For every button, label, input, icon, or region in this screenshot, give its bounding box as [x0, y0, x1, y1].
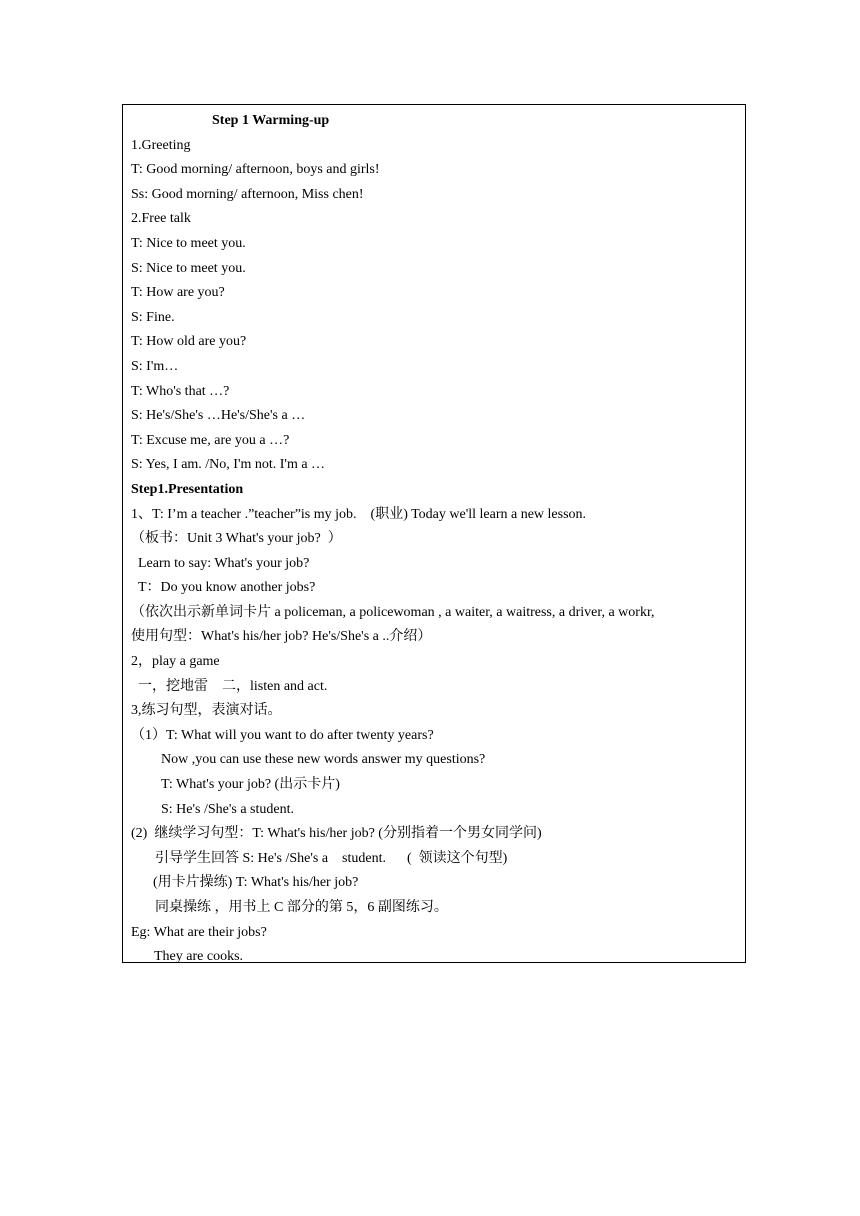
lesson-plan-table-cell: [122, 104, 746, 963]
text-line: Ss: Good morning/ afternoon, Miss chen!: [131, 186, 364, 202]
text-line: Eg: What are their jobs?: [131, 924, 267, 940]
text-line: 一，挖地雷 二，listen and act.: [138, 678, 328, 694]
text-line: Now ,you can use these new words answer my questions?: [161, 752, 486, 768]
text-line: S: He's /She's a student.: [161, 801, 294, 817]
text-line: 3,练习句型，表演对话。: [131, 703, 282, 719]
text-line: 引导学生回答 S: He's /She's a student. ( 领读这个句型): [155, 850, 508, 866]
step-warming-up-heading: Step 1 Warming-up: [212, 113, 330, 128]
text-line: （板书：Unit 3 What's your job? ）: [131, 531, 342, 547]
text-line: S: Fine.: [131, 309, 175, 325]
text-line: 2.Free talk: [131, 211, 191, 227]
text-line: S: I'm…: [131, 358, 179, 374]
text-line: （1）T: What will you want to do after twenty years?: [131, 727, 434, 743]
text-line: T：Do you know another jobs?: [138, 580, 316, 596]
text-line: Learn to say: What's your job?: [138, 555, 310, 571]
text-line: T: Nice to meet you.: [131, 235, 246, 251]
text-line: T: How are you?: [131, 285, 225, 301]
text-line: They are cooks.: [154, 949, 244, 965]
text-line: 1、T: I’m a teacher .”teacher”is my job. (职业) Today we'll learn a new lesson.: [131, 506, 587, 522]
text-line: T: Excuse me, are you a …?: [131, 432, 290, 448]
lesson-plan-text: [131, 109, 741, 970]
text-line: (2) 继续学习句型：T: What's his/her job? (分别指着一个男女同学问): [131, 826, 542, 842]
text-line: (用卡片操练) T: What's his/her job?: [153, 875, 359, 891]
text-line: S: Nice to meet you.: [131, 260, 246, 276]
text-line: 1.Greeting: [131, 137, 191, 153]
text-line: T: Good morning/ afternoon, boys and girls!: [131, 162, 380, 178]
text-line: （依次出示新单词卡片 a policeman, a policewoman , a waiter, a waitress, a driver, a workr,: [131, 604, 655, 620]
text-line: T: Who's that …?: [131, 383, 230, 399]
step-presentation-heading: Step1.Presentation: [131, 481, 244, 497]
text-line: S: Yes, I am. /No, I'm not. I'm a …: [131, 457, 326, 473]
text-line: 使用句型：What's his/her job? He's/She's a ..介绍）: [131, 629, 432, 645]
text-line: S: He's/She's …He's/She's a …: [131, 408, 306, 424]
text-line: 2，play a game: [131, 654, 220, 670]
text-line: T: What's your job? (出示卡片): [161, 777, 340, 793]
text-line: T: How old are you?: [131, 334, 247, 350]
text-line: 同桌操练 ，用书上 C 部分的第 5，6 副图练习。: [155, 900, 448, 915]
